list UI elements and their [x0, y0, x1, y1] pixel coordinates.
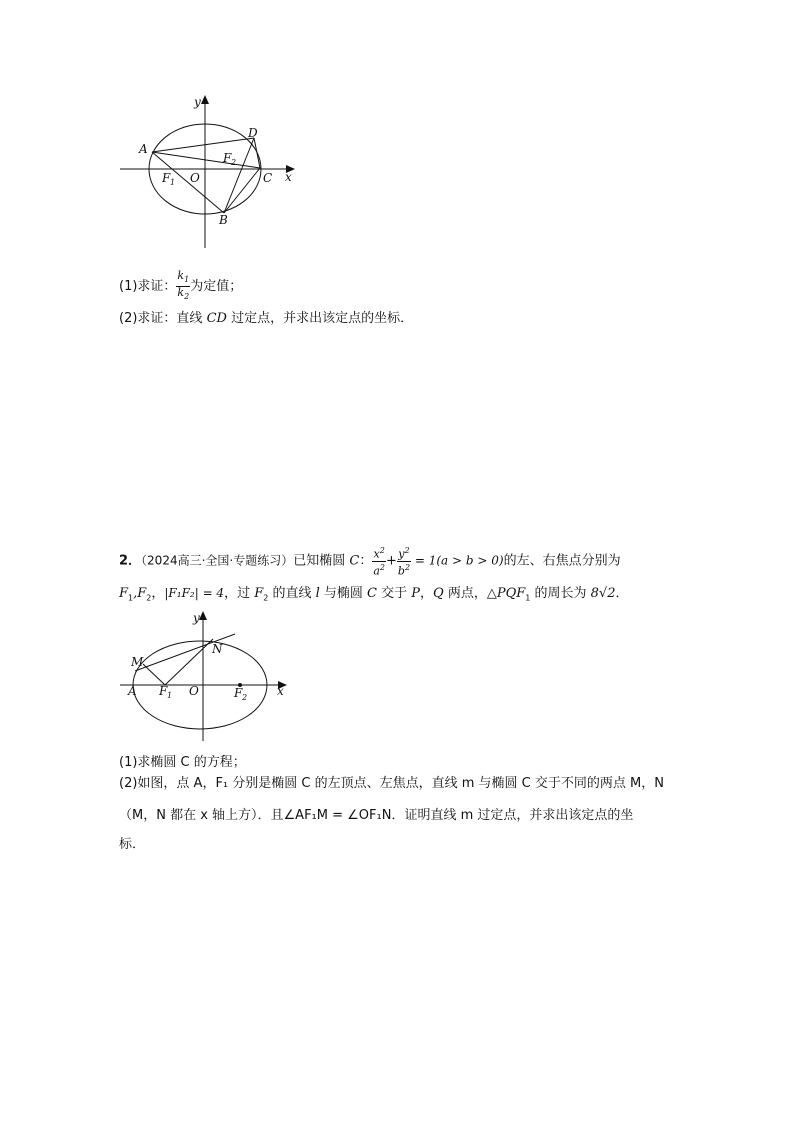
q2-colon: ：: [359, 553, 373, 569]
label-F2-1: F: [223, 151, 232, 165]
q2-eq-rest: = 1(a > b > 0): [411, 553, 504, 568]
q2-after-eq: 的左、右焦点分别为: [503, 553, 621, 569]
label-y-2: y: [193, 611, 200, 625]
label-O-2: O: [189, 684, 199, 698]
F2-e: F: [254, 586, 264, 601]
comma2: ，: [420, 586, 434, 601]
segment-A-D: [152, 138, 254, 152]
abs-expr: |F₁F₂| = 4: [164, 586, 225, 600]
k2-sub: 2: [184, 292, 190, 302]
label-F2-sub-2: 2: [242, 693, 248, 702]
q1-part2-prefix: (2)求证：直线: [119, 311, 207, 326]
label-F1-2: F: [159, 684, 168, 698]
k2: k: [177, 286, 185, 300]
fraction-x2-a2: $\frac{x^2}{a^2}$: [373, 546, 385, 578]
figure-2-ellipse-diagram: [115, 608, 295, 748]
q2-line1: 2．（2024高三·全国·专题练习）已知椭圆 C： $\frac{x^2}{a^2}$ + $\frac{y^2}{b^2}$ = 1(a > b > 0)的左、右焦点分别为: [119, 546, 621, 578]
q2-line2: $F_1,F_2$，|F₁F₂| = 4，过 $F_2$ 的直线 l 与椭圆 C 交于 P，Q 两点，$\triangle PQF_1$ 的周长为 8√2．: [119, 586, 629, 603]
segment-F1-M: [143, 664, 165, 685]
label-F1-sub-2: 1: [167, 691, 173, 700]
label-x-2: x: [277, 684, 284, 698]
q1-part2-suffix: 过定点，并求出该定点的坐标．: [226, 311, 414, 326]
fraction-y2-b2: $\frac{y^2}{b^2}$: [397, 546, 411, 578]
label-F2-2: F: [234, 686, 243, 700]
var-l: l: [315, 586, 320, 601]
label-M-2: M: [131, 655, 144, 669]
label-A-2: A: [128, 684, 137, 698]
b2: b: [397, 564, 405, 578]
period: ．: [615, 586, 629, 601]
F2-b: ,F: [133, 586, 147, 601]
comma: ，: [151, 586, 165, 601]
label-C-1: C: [263, 171, 273, 185]
text-jiaoyu: 交于: [377, 586, 412, 601]
y-axis-arrow-2: [199, 611, 207, 620]
q1-part2-var: CD: [206, 311, 227, 326]
q2-number: 2．: [119, 553, 142, 569]
label-F1-1: F: [162, 171, 171, 185]
text-yu-tuoyuan: 与椭圆: [319, 586, 368, 601]
label-F1-sub-1: 1: [170, 178, 176, 187]
x2: x: [373, 547, 380, 561]
q1-part1-prefix: (1)求证：: [119, 279, 177, 295]
text-guo: ，过: [224, 586, 255, 601]
label-N-2: N: [212, 642, 223, 656]
q2-part2-line1: (2)如图，点 A，F₁ 分别是椭圆 C 的左顶点、左焦点，直线 m 与椭圆 C 交于不同的两点 M，N: [119, 776, 664, 791]
var-C: C: [367, 586, 377, 601]
fraction-k1-k2: [176, 270, 190, 303]
label-x-1: x: [285, 170, 292, 184]
a2: a: [373, 564, 380, 578]
triangle-PQF1: △PQF: [486, 586, 526, 601]
k1: k: [177, 269, 185, 282]
segment-D-B: [224, 138, 254, 213]
label-y-1: y: [194, 95, 201, 109]
y-axis-arrow-1: [201, 95, 209, 104]
q2-C: C: [349, 553, 360, 569]
q2-source: （2024高三·全国·专题练习）: [141, 553, 294, 568]
y2: y: [398, 547, 405, 561]
label-A-1: A: [139, 142, 148, 156]
text-liangdian: 两点，: [443, 586, 487, 601]
q1-part1: [119, 270, 242, 303]
label-O-1: O: [190, 171, 200, 185]
figure-1-ellipse-diagram: [115, 90, 315, 255]
q2-part2-line3: 标．: [119, 837, 146, 852]
perimeter: 8√2: [590, 586, 616, 601]
segment-F1-N: [165, 639, 213, 685]
segment-D-C: [254, 138, 260, 168]
q2-part1: (1)求椭圆 C 的方程；: [119, 755, 246, 770]
F1-a: F: [119, 586, 129, 601]
var-P: P: [411, 586, 421, 601]
text-zhouchang: 的周长为: [530, 586, 591, 601]
label-F2-sub-1: 2: [231, 158, 237, 167]
q2-part2-line2: （M，N 都在 x 轴上方）．且∠AF₁M = ∠OF₁N．证明直线 m 过定点，并求出该定点的坐: [119, 808, 634, 823]
var-Q: Q: [433, 586, 444, 601]
label-D-1: D: [248, 126, 258, 140]
q1-part1-suffix: 为定值；: [190, 279, 243, 295]
text-de-zhixian: 的直线: [268, 586, 316, 601]
label-B-1: B: [219, 213, 228, 227]
q2-intro: 已知椭圆: [293, 553, 350, 569]
k1-sub: 1: [184, 275, 190, 285]
q1-part2: [119, 311, 413, 327]
